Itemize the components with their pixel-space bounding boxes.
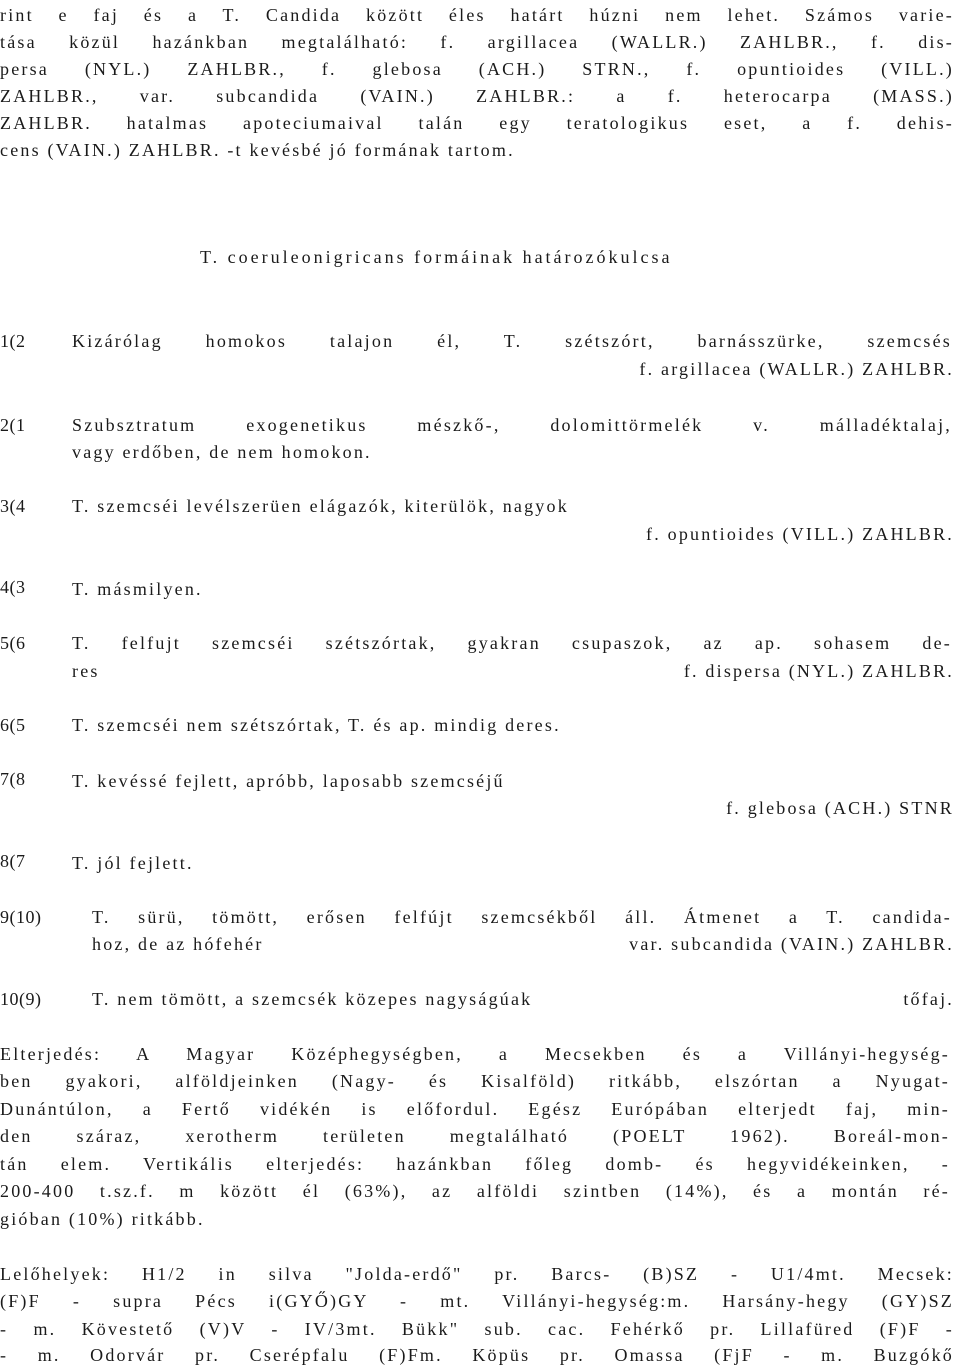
key-result: f. glebosa (ACH.) STNR bbox=[726, 798, 954, 818]
key-number: 6(5 bbox=[0, 715, 26, 735]
key-text: Szubsztratum exogenetikus mészkő-, dolomittörmelék v. málladéktalaj, bbox=[72, 415, 952, 435]
key-text-continued: vagy erdőben, de nem homokon. bbox=[72, 442, 372, 462]
text-line: ZAHLBR. hatalmas apoteciumaival talán egy teratologikus eset, a f. dehis- bbox=[0, 113, 954, 133]
key-text: T. másmilyen. bbox=[72, 579, 203, 599]
key-text: T. jól fejlett. bbox=[72, 853, 194, 873]
key-text: Kizárólag homokos talajon él, T. szétszórt, barnásszürke, szemcsés bbox=[72, 331, 952, 351]
key-number: 4(3 bbox=[0, 577, 26, 597]
key-text-continued: hoz, de az hófehér bbox=[92, 934, 264, 954]
text-line: ben gyakori, alföldjeinken (Nagy- és Kisalföld) ritkább, elszórtan a Nyugat- bbox=[0, 1071, 950, 1091]
text-line: tán elem. Vertikális elterjedés: hazánkban főleg domb- és hegyvidékeinken, - bbox=[0, 1154, 950, 1174]
text-line: Elterjedés: A Magyar Középhegységben, a Mecsekben és a Villányi-hegység- bbox=[0, 1044, 950, 1064]
key-number: 3(4 bbox=[0, 496, 26, 516]
key-number: 1(2 bbox=[0, 331, 26, 351]
key-result: tőfaj. bbox=[903, 989, 954, 1009]
text-line: - m. Odorvár pr. Cserépfalu (F)Fm. Köpüs pr. Omassa (FjF - m. Buzgókő bbox=[0, 1345, 954, 1365]
text-line: ZAHLBR., var. subcandida (VAIN.) ZAHLBR.: a f. heterocarpa (MASS.) bbox=[0, 86, 954, 106]
key-text: T. felfujt szemcséi szétszórtak, gyakran csupaszok, az ap. sohasem de- bbox=[72, 633, 952, 653]
key-number: 8(7 bbox=[0, 851, 26, 871]
key-result: f. dispersa (NYL.) ZAHLBR. bbox=[683, 661, 954, 681]
key-text-continued: res bbox=[72, 661, 100, 681]
text-line: 200-400 t.sz.f. m között él (63%), az alföldi szintben (14%), és a montán ré- bbox=[0, 1181, 950, 1201]
key-number: 7(8 bbox=[0, 769, 26, 789]
text-line: Dunántúlon, a Fertő vidékén is előfordul. Egész Európában elterjedt faj, min- bbox=[0, 1099, 950, 1119]
text-line: Lelőhelyek: H1/2 in silva "Jolda-erdő" pr. Barcs- (B)SZ - U1/4mt. Mecsek: bbox=[0, 1264, 954, 1284]
key-text: T. kevéssé fejlett, apróbb, laposabb szemcséjű bbox=[72, 771, 505, 791]
key-title: T. coeruleonigricans formáinak határozókulcsa bbox=[200, 247, 673, 267]
text-line: tása közül hazánkban megtalálható: f. argillacea (WALLR.) ZAHLBR., f. dis- bbox=[0, 32, 954, 52]
text-line: (F)F - supra Pécs i(GYŐ)GY - mt. Villányi-hegység:m. Harsány-hegy (GY)SZ bbox=[0, 1291, 954, 1311]
key-number: 10(9) bbox=[0, 989, 42, 1009]
text-line: cens (VAIN.) ZAHLBR. -t kevésbé jó formának tartom. bbox=[0, 140, 515, 160]
key-text: T. nem tömött, a szemcsék közepes nagyságúak bbox=[92, 989, 533, 1009]
key-number: 9(10) bbox=[0, 907, 42, 927]
key-text: T. sürü, tömött, erősen felfújt szemcsékből áll. Átmenet a T. candida- bbox=[92, 907, 952, 927]
text-line: gióban (10%) ritkább. bbox=[0, 1209, 205, 1229]
text-line: rint e faj és a T. Candida között éles határt húzni nem lehet. Számos varie- bbox=[0, 5, 954, 25]
text-line: den száraz, xerotherm területen megtalálható (POELT 1962). Boreál-mon- bbox=[0, 1126, 950, 1146]
key-number: 2(1 bbox=[0, 415, 26, 435]
text-line: - m. Kövestető (V)V - IV/3mt. Bükk" sub. cac. Fehérkő pr. Lillafüred (F)F - bbox=[0, 1319, 954, 1339]
text-line: persa (NYL.) ZAHLBR., f. glebosa (ACH.) STRN., f. opuntioides (VILL.) bbox=[0, 59, 954, 79]
key-result: var. subcandida (VAIN.) ZAHLBR. bbox=[629, 934, 954, 954]
key-result: f. argillacea (WALLR.) ZAHLBR. bbox=[639, 359, 954, 379]
key-number: 5(6 bbox=[0, 633, 26, 653]
key-text: T. szemcséi nem szétszórtak, T. és ap. mindig deres. bbox=[72, 715, 561, 735]
key-text: T. szemcséi levélszerüen elágazók, kiterülök, nagyok bbox=[72, 496, 569, 516]
key-result: f. opuntioides (VILL.) ZAHLBR. bbox=[646, 524, 954, 544]
